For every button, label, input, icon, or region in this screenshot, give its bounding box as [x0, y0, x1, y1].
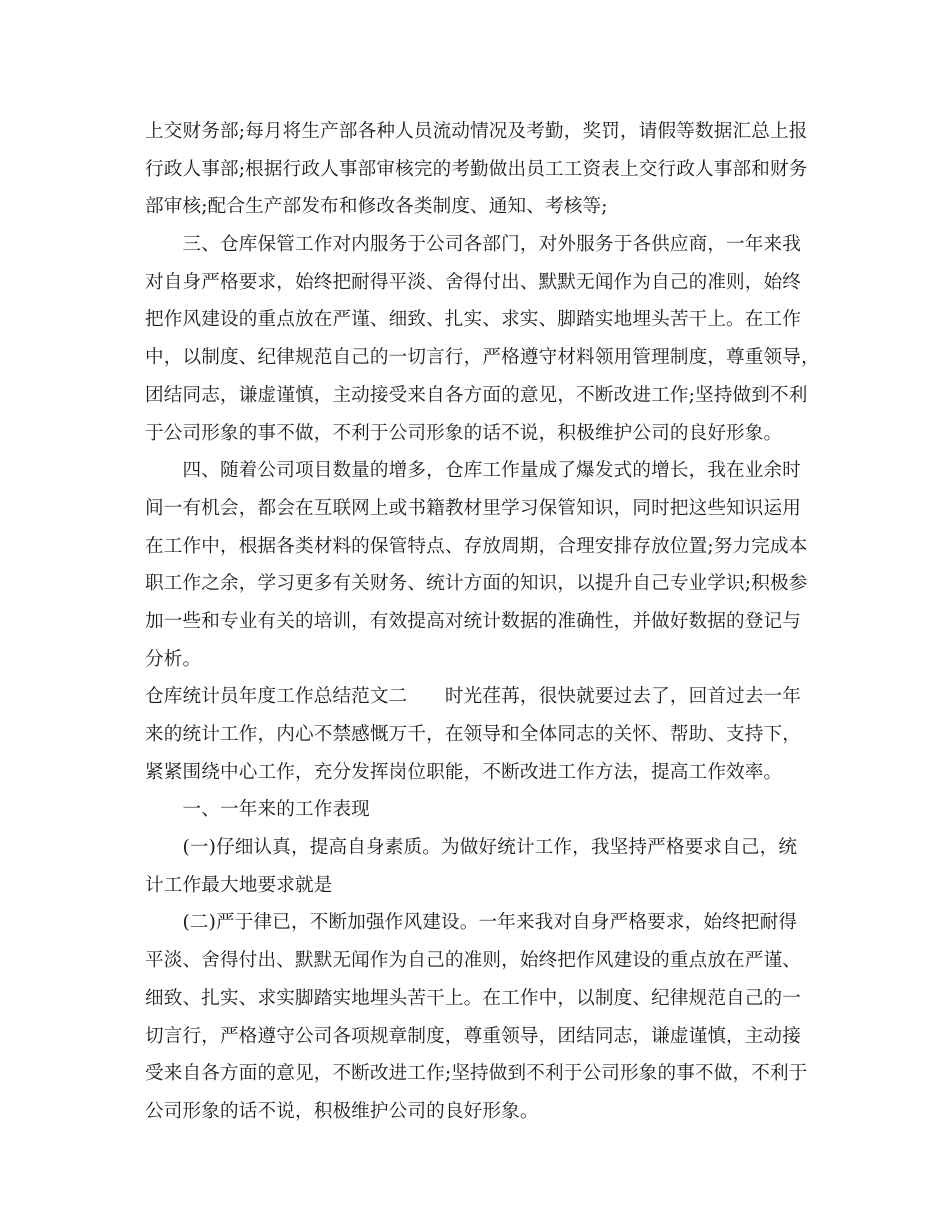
text-line: (一)仔细认真，提高自身素质。为做好统计工作，我坚持严格要求自己，统	[145, 837, 798, 859]
heading-line: 一、一年来的工作表现	[145, 799, 370, 821]
document-body	[145, 113, 820, 1131]
text-line: 来的统计工作，内心不禁感慨万千，在领导和全体同志的关怀、帮助、支持下，	[145, 724, 802, 745]
text-line: 对自身严格要求，始终把耐得平淡、舍得付出、默默无闻作为自己的准则，始终	[145, 271, 802, 293]
text-line: 职工作之余，学习更多有关财务、统计方面的知识，以提升自己专业学识;积极参	[145, 573, 808, 595]
text-line: 公司形象的话不说，积极维护公司的良好形象。	[145, 1100, 539, 1122]
text-line: 团结同志，谦虚谨慎，主动接受来自各方面的意见，不断改进工作;坚持做到不利	[145, 384, 808, 406]
text-line: 加一些和专业有关的培训，有效提高对统计数据的准确性，并做好数据的登记与	[145, 610, 802, 632]
text-line: 把作风建设的重点放在严谨、细致、扎实、求实、脚踏实地埋头苦干上。在工作	[145, 309, 802, 331]
text-line: 紧紧围绕中心工作，充分发挥岗位职能，不断改进工作方法，提高工作效率。	[145, 761, 783, 783]
text-line: 三、仓库保管工作对内服务于公司各部门，对外服务于各供应商，一年来我	[145, 234, 802, 256]
text-line: 切言行，严格遵守公司各项规章制度，尊重领导，团结同志，谦虚谨慎，主动接	[145, 1025, 802, 1047]
text-line: 分析。	[145, 648, 202, 670]
text-line: 细致、扎实、求实脚踏实地埋头苦干上。在工作中，以制度、纪律规范自己的一	[145, 987, 802, 1009]
text-line: (二)严于律已，不断加强作风建设。一年来我对自身严格要求，始终把耐得	[145, 912, 798, 934]
text-line: 中，以制度、纪律规范自己的一切言行，严格遵守材料领用管理制度，尊重领导，	[145, 347, 820, 369]
text-line: 间一有机会，都会在互联网上或书籍教材里学习保管知识，同时把这些知识运用	[145, 497, 802, 519]
text-line: 部审核;配合生产部发布和修改各类制度、通知、考核等;	[145, 196, 608, 218]
text-line: 平淡、舍得付出、默默无闻作为自己的准则，始终把作风建设的重点放在严谨、	[145, 950, 802, 972]
text-line: 在工作中，根据各类材料的保管特点、存放周期，合理安排存放位置;努力完成本	[145, 535, 808, 557]
text-line: 上交财务部;每月将生产部各种人员流动情况及考勤，奖罚，请假等数据汇总上报	[145, 121, 808, 142]
text-line: 行政人事部;根据行政人事部审核完的考勤做出员工工资表上交行政人事部和财务	[145, 158, 808, 180]
section-title-line: 仓库统计员年度工作总结范文二 时光荏苒，很快就要过去了，回首过去一年	[145, 686, 802, 708]
text-line: 受来自各方面的意见，不断改进工作;坚持做到不利于公司形象的事不做，不利于	[145, 1063, 808, 1085]
text-line: 四、随着公司项目数量的增多，仓库工作量成了爆发式的增长，我在业余时	[145, 460, 802, 482]
text-line: 计工作最大地要求就是	[145, 874, 333, 896]
text-line: 于公司形象的事不做，不利于公司形象的话不说，积极维护公司的良好形象。	[145, 422, 783, 444]
